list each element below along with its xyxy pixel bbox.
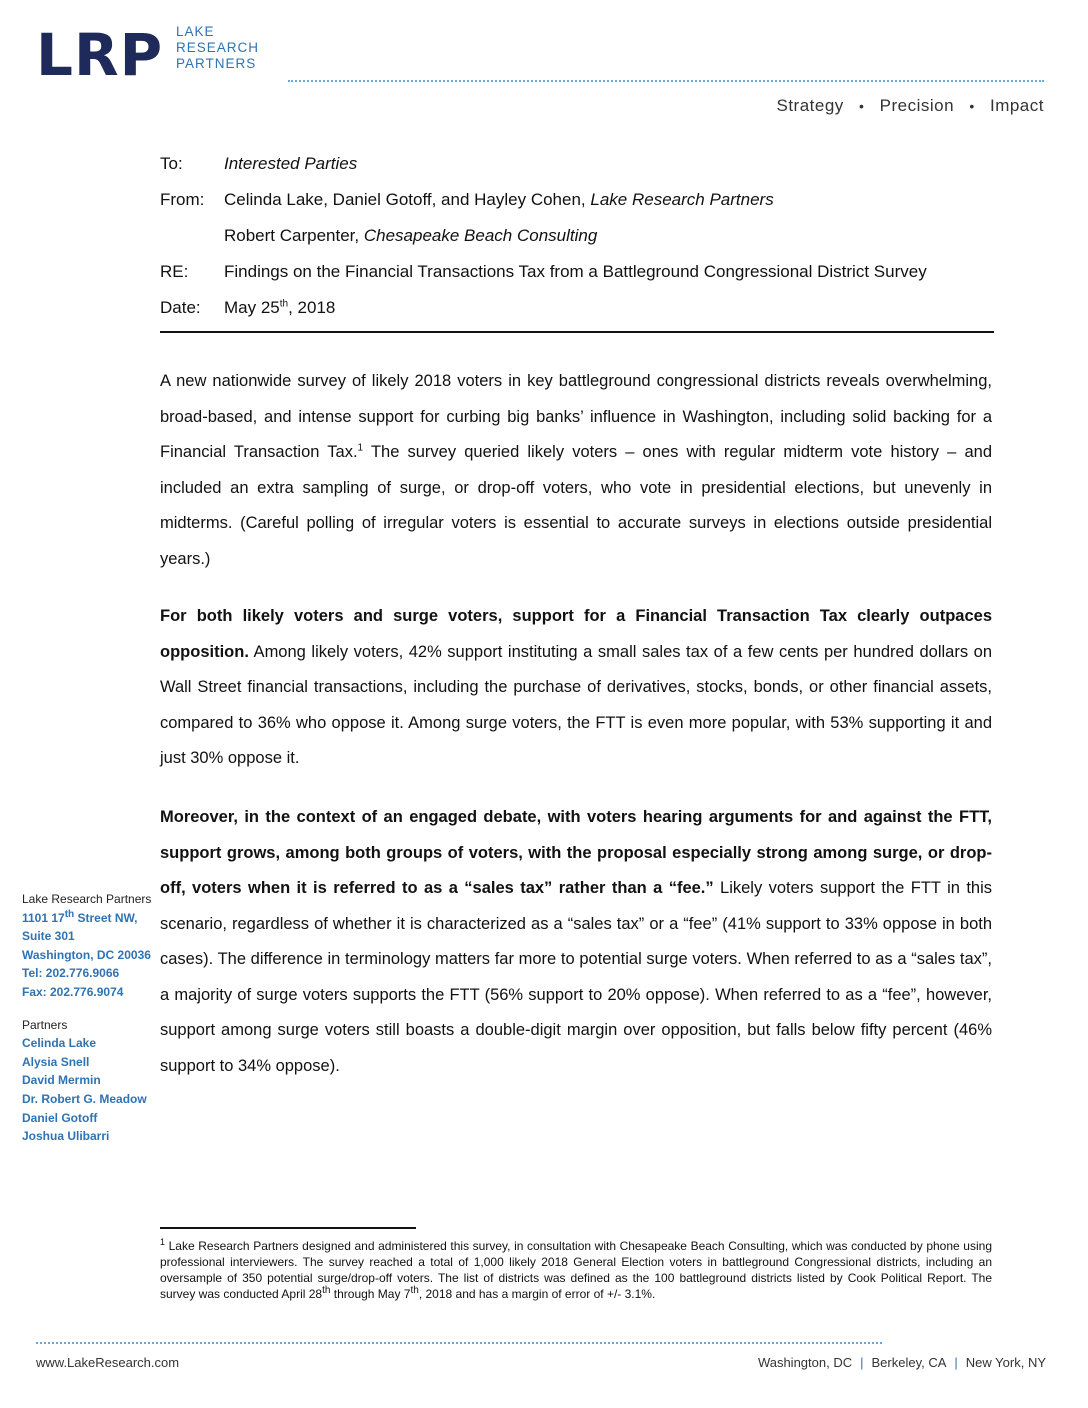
tagline-strategy: Strategy <box>776 96 844 115</box>
tagline-bullet-2: • <box>969 98 975 114</box>
sidebar-contact <box>22 890 162 1146</box>
sidebar-partner: Celinda Lake <box>22 1036 97 1051</box>
memo-header-rule <box>160 331 994 333</box>
memo-from-org: Lake Research Partners <box>590 190 774 209</box>
paragraph-3-lead: Moreover, in the context of an engaged debate, with voters hearing arguments for and against the FTT, support grows, among both groups of voters, with the proposal especially strong among surge, or drop-off, voters when it is referred to as a “sales tax” rather than a “fee.” <box>160 808 992 897</box>
sidebar-partner: Daniel Gotoff <box>22 1110 98 1125</box>
sidebar-city: Washington, DC 20036 <box>22 947 151 962</box>
memo-from2-value: Robert Carpenter, Chesapeake Beach Consulting <box>224 226 598 245</box>
sidebar-partner: Dr. Robert G. Meadow <box>22 1091 147 1106</box>
body-paragraph-1: A new nationwide survey of likely 2018 voters in key battleground congressional districts reveals overwhelming, broad-based, and intense support for curbing big banks’ influence in Washington, including solid backing for a Financial Transaction Tax.$^1$ The survey queried likely voters – ones with regular midterm vote history – and included an extra sampling of surge, or drop-off voters, who vote in presidential elections, but unevenly in midterms. (Careful polling of irregular voters is essential to accurate surveys in elections outside presidential years.) <box>160 372 992 568</box>
tagline-bullet-1: • <box>859 98 865 114</box>
body-paragraph-2: For both likely voters and surge voters, support for a Financial Transaction Tax clearly outpaces opposition. Among likely voters, 42% support instituting a small sales tax of a few cents per hundred dollars on Wall Street financial transactions, including the purchase of derivatives, stocks, bonds, or other financial assets, compared to 36% who oppose it. Among surge voters, the FTT is even more popular, with 53% supporting it and just 30% oppose it. <box>160 607 992 767</box>
memo-from2-org: Chesapeake Beach Consulting <box>363 226 598 245</box>
memo-to-label: To: <box>160 154 183 173</box>
footer-dotted-divider <box>36 1342 882 1344</box>
header-dotted-divider <box>288 80 1044 82</box>
sidebar-partners-heading: Partners <box>22 1017 68 1032</box>
sidebar-tel: Tel: 202.776.9066 <box>22 966 120 981</box>
body-paragraph-3: Moreover, in the context of an engaged debate, with voters hearing arguments for and against the FTT, support grows, among both groups of voters, with the proposal especially strong among surge, or drop-off, voters when it is referred to as a “sales tax” rather than a “fee.” Likely voters support the FTT in this scenario, regardless of whether it is characterized as a “sales tax” or a “fee” (41% support to 33% oppose in both cases). The difference in terminology matters far more to potential surge voters. When referred to as a “sales tax”, a majority of surge voters supports the FTT (56% support to 20% oppose). When referred to as a “fee”, however, support among surge voters still boasts a double-digit margin over opposition, but falls below fifty percent (46% support to 34% oppose). <box>160 808 993 1075</box>
footer-city-newyork: New York, NY <box>965 1355 1046 1370</box>
logo-word-1: LAKE <box>176 24 215 39</box>
footnote: $^1$ Lake Research Partners designed and administered this survey, in consultation with Chesapeake Beach Consulting, which was conducted by phone using professional interviewers. The survey reached a total of 1,000 likely 2018 General Election voters in battleground Congressional districts, including an oversample of 350 potential surge/drop-off voters. The list of districts was defined as the 100 battleground districts listed by Cook Political Report. The survey was conducted April 28th through May 7th, 2018 and has a margin of error of +/- 3.1%. <box>160 1237 992 1301</box>
tagline-impact: Impact <box>989 96 1044 115</box>
footer-offices: Washington, DC | Berkeley, CA | New York, NY <box>757 1355 1046 1370</box>
logo-mark: LRP <box>36 21 164 89</box>
sidebar-street: 1101 17th Street NW, <box>22 908 138 925</box>
memo-date-value: May 25th, 2018 <box>224 298 336 317</box>
footer-city-berkeley: Berkeley, CA <box>871 1355 947 1370</box>
footnote-marker: 1 <box>160 1237 166 1247</box>
memo-re-label: RE: <box>160 262 189 281</box>
logo-word-3: PARTNERS <box>176 56 257 71</box>
memo-re-value: Findings on the Financial Transactions Tax from a Battleground Congressional District Survey <box>224 262 927 281</box>
footnote-ref: 1 <box>357 442 364 454</box>
logo-word-2: RESEARCH <box>176 40 260 55</box>
memo-from-value: Celinda Lake, Daniel Gotoff, and Hayley Cohen, Lake Research Partners <box>224 190 774 209</box>
logo-wordmark <box>176 24 259 72</box>
memo-to-value: Interested Parties <box>224 154 358 173</box>
tagline <box>776 96 1044 116</box>
company-logo <box>36 21 276 89</box>
sidebar-partner: Joshua Ulibarri <box>22 1129 110 1144</box>
footer-city-washington: Washington, DC <box>757 1355 853 1370</box>
memo-from-label: From: <box>160 190 205 209</box>
footer-website-link[interactable]: www.LakeResearch.com <box>36 1355 180 1370</box>
sidebar-partner: David Mermin <box>22 1073 101 1088</box>
tagline-precision: Precision <box>879 96 955 115</box>
sidebar-partner: Alysia Snell <box>22 1054 90 1069</box>
paragraph-2-lead: For both likely voters and surge voters, support for a Financial Transaction Tax clearly outpaces opposition. <box>160 607 992 661</box>
footnote-rule <box>160 1227 416 1229</box>
memo-date-label: Date: <box>160 298 201 317</box>
sidebar-fax: Fax: 202.776.9074 <box>22 984 124 999</box>
sidebar-company: Lake Research Partners <box>22 892 152 906</box>
sidebar-suite: Suite 301 <box>22 929 75 944</box>
